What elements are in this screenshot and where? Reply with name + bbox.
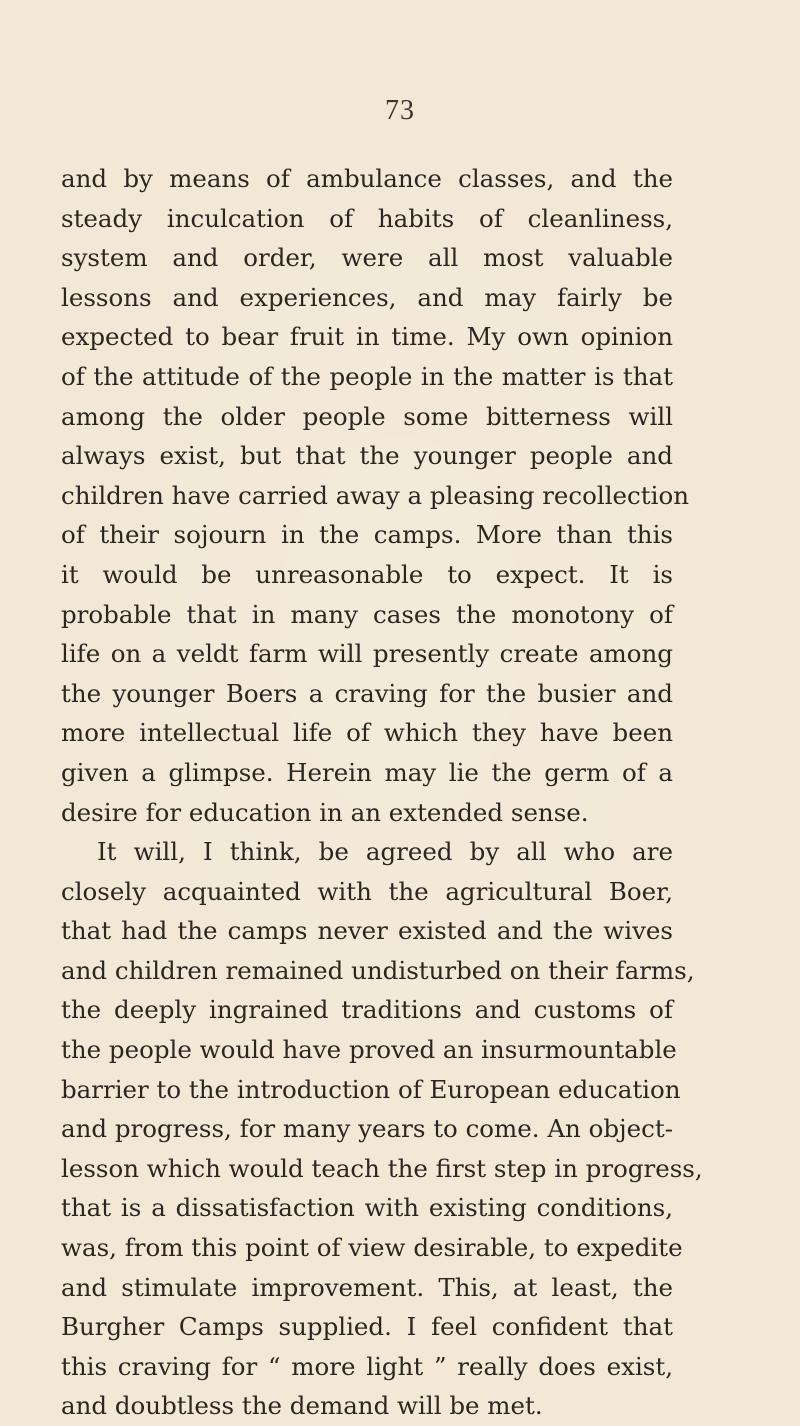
page-number: 73 [385,95,415,126]
text-line: life on a veldt farm will presently create among [61,639,673,669]
text-line: lesson which would teach the first step in progress, [61,1153,703,1183]
text-line: children have carried away a pleasing recollection [61,480,689,510]
body-text [61,159,703,1426]
text-line: and by means of ambulance classes, and the [61,164,673,193]
text-line: lessons and experiences, and may fairly be [61,282,673,312]
text-line: it would be unreasonable to expect. It is [61,559,673,589]
text-line: among the older people some bitterness will [61,401,673,431]
text-line: barrier to the introduction of European education [61,1074,681,1104]
text-line: expected to bear fruit in time. My own opinion [61,322,673,352]
text-line: Burgher Camps supplied. I feel confident that [61,1312,673,1342]
text-line: and stimulate improvement. This, at least, the [61,1272,673,1302]
text-line: of the attitude of the people in the matter is that [61,361,673,391]
text-line: closely acquainted with the agricultural Boer, [61,876,673,906]
text-line: this craving for “ more light ” really does exist, [61,1351,673,1381]
text-line: that had the camps never existed and the wives [61,916,673,946]
text-line: desire for education in an extended sense. [61,797,589,827]
text-line: the people would have proved an insurmountable [61,1035,677,1065]
text-line: steady inculcation of habits of cleanliness, [61,203,673,233]
text-line: probable that in many cases the monotony of [61,599,673,629]
text-line: the younger Boers a craving for the busier and [61,678,673,708]
text-line: was, from this point of view desirable, to expedite [61,1233,683,1263]
text-line: given a glimpse. Herein may lie the germ of a [61,757,673,787]
text-line: and doubtless the demand will be met. [61,1391,543,1421]
text-line: the deeply ingrained traditions and customs of [61,995,673,1025]
text-line: that is a dissatisfaction with existing conditions, [61,1193,673,1223]
text-line: system and order, were all most valuable [61,243,673,273]
text-line: of their sojourn in the camps. More than this [61,520,673,550]
text-line: always exist, but that the younger people and [61,441,673,471]
text-line: It will, I think, be agreed by all who are [97,837,673,867]
text-line: and children remained undisturbed on their farms, [61,955,695,985]
text-line: more intellectual life of which they have been [61,718,673,748]
text-line: and progress, for many years to come. An object- [61,1114,673,1144]
